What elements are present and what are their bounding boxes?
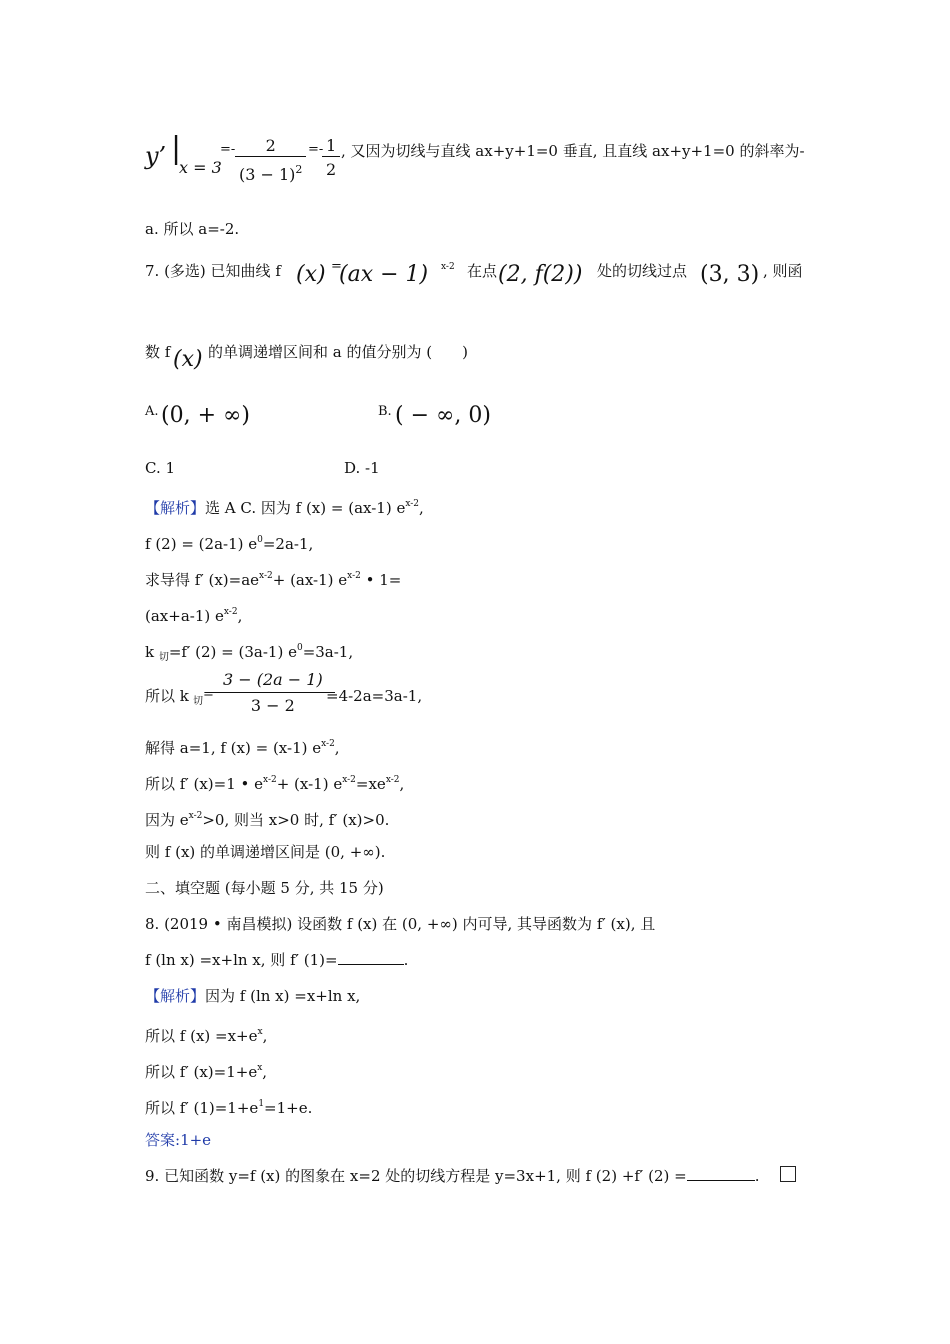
analysis7-l2-end: =2a-1,: [262, 535, 314, 553]
analysis7-l4: [145, 602, 242, 626]
half-fraction: [322, 136, 340, 183]
q7-prefix: 7. (多选) 已知曲线 f: [145, 262, 281, 280]
analysis7-l6-end: =4-2a=3a-1,: [326, 687, 423, 705]
analysis8-l3-exp: x: [257, 1063, 263, 1073]
analysis7-l8: [145, 770, 404, 794]
q7-exp: x-2: [441, 262, 455, 272]
q8-l2-text: f (ln x) =x+ln x, 则 f′ (1)=: [145, 951, 338, 969]
fraction-denominator-base: (3 − 1): [239, 165, 296, 184]
analysis8-tag: 【解析】: [145, 987, 206, 1005]
q8-answer-blank[interactable]: [338, 950, 404, 965]
analysis7-l5-k: k: [145, 643, 159, 661]
analysis7-l4-text: (ax+a-1) e: [145, 607, 224, 625]
analysis7-l4-end: ,: [237, 607, 243, 625]
analysis8-l2-end: ,: [262, 1027, 268, 1045]
analysis8-l3: [145, 1058, 267, 1082]
analysis8-l3-text: 所以 f′ (x)=1+e: [145, 1063, 258, 1081]
line-a: a. 所以 a=-2.: [145, 220, 240, 238]
q7-line2-suffix: 的单调递增区间和 a 的值分别为 ( ): [208, 343, 468, 361]
analysis7-l6-fraction: [211, 668, 335, 719]
evaluation-bar: |: [171, 131, 182, 166]
analysis7-l5-sub: 切: [158, 652, 169, 663]
analysis7-l5-exp: 0: [296, 643, 303, 653]
option-b-value: ( − ∞, 0): [395, 403, 491, 428]
analysis8-l4-end: =1+e.: [264, 1099, 313, 1117]
q7-mid: 在点: [467, 262, 498, 280]
fraction-numerator: 2: [235, 136, 306, 157]
eq-minus-1: =-: [220, 142, 236, 157]
analysis7-l3-exp2: x-2: [347, 571, 361, 581]
q9-line: [145, 1166, 759, 1186]
analysis7-l10: 则 f (x) 的单调递增区间是 (0, +∞).: [145, 843, 386, 861]
analysis7-l7-end: ,: [334, 739, 340, 757]
analysis8-l2: [145, 1022, 267, 1046]
analysis7-l6-num: 3 − (2a − 1): [211, 668, 335, 693]
analysis8-l4-text: 所以 f′ (1)=1+e: [145, 1099, 259, 1117]
q9-checkbox[interactable]: [780, 1166, 796, 1182]
analysis7-l3-text: 求导得 f′ (x)=ae: [145, 571, 260, 589]
q8-l2-end: .: [403, 951, 409, 969]
q7-point: (2, f(2)): [498, 262, 583, 287]
analysis7-l8-exp3: x-2: [385, 775, 400, 785]
q9-answer-blank[interactable]: [687, 1166, 755, 1181]
analysis7-l9-text: 因为 e: [145, 811, 189, 829]
analysis7-l8-exp2: x-2: [342, 775, 356, 785]
analysis7-l7-text: 解得 a=1, f (x) = (x-1) e: [145, 739, 322, 757]
q7-suffix: , 则函: [763, 262, 803, 280]
answer8-label: 答案:: [145, 1131, 181, 1149]
analysis7-l3-exp1: x-2: [259, 571, 273, 581]
analysis7-l5-end: =3a-1,: [302, 643, 354, 661]
analysis7-l1-exp: x-2: [405, 499, 420, 509]
analysis7-l2: [145, 530, 313, 554]
q7-line2-prefix: 数 f: [145, 343, 171, 361]
q7-point2: (3, 3): [700, 262, 760, 287]
analysis7-l5-text: =f′ (2) = (3a-1) e: [168, 643, 297, 661]
analysis8-l1-text: 因为 f (ln x) =x+ln x,: [205, 987, 361, 1005]
derivative-fraction: [235, 136, 306, 188]
analysis7-l8-exp1: x-2: [263, 775, 277, 785]
q7-expr: (ax − 1): [339, 262, 429, 287]
q7-mid2: 处的切线过点: [597, 262, 688, 280]
option-b-label: B.: [378, 404, 392, 419]
analysis7-l1: [145, 494, 424, 518]
analysis7-l6-sub: 切: [193, 696, 203, 707]
option-a-label: A.: [145, 404, 159, 419]
analysis7-l4-exp: x-2: [223, 607, 238, 617]
fraction-denominator-exp: 2: [295, 163, 303, 176]
analysis8-l4: [145, 1094, 312, 1118]
q7-line2-fx: (x): [173, 347, 203, 372]
analysis7-l9: [145, 806, 389, 830]
analysis7-l7-exp: x-2: [321, 739, 335, 749]
fraction-denominator: [235, 157, 306, 188]
analysis8-l4-exp: 1: [258, 1099, 265, 1109]
analysis7-l2-text: f (2) = (2a-1) e: [145, 535, 258, 553]
analysis7-l8-text: 所以 f′ (x)=1 • e: [145, 775, 264, 793]
option-c-label: C. 1: [145, 459, 176, 477]
q8-l1: 8. (2019 • 南昌模拟) 设函数 f (x) 在 (0, +∞) 内可导, 其导函数为 f′ (x), 且: [145, 915, 656, 933]
analysis7-l1-text: 选 A C. 因为 f (x) = (ax-1) e: [205, 499, 406, 517]
analysis7-l5: [145, 638, 353, 668]
analysis7-l7: [145, 734, 340, 758]
half-denominator: 2: [326, 160, 337, 179]
section-2-heading: 二、填空题 (每小题 5 分, 共 15 分): [145, 879, 384, 897]
analysis8-l3-end: ,: [262, 1063, 268, 1081]
answer8: [145, 1130, 211, 1150]
eq-minus-2: =-: [308, 142, 324, 157]
analysis7-l9-exp: x-2: [188, 811, 203, 821]
analysis8-l1: [145, 986, 360, 1006]
analysis7-l2-exp: 0: [257, 535, 263, 545]
analysis8-l2-text: 所以 f (x) =x+e: [145, 1027, 258, 1045]
q7-eq: =: [331, 259, 342, 274]
analysis7-l6-den: 3 − 2: [250, 696, 295, 715]
analysis7-l6-prefix: 所以 k: [145, 687, 189, 705]
analysis7-l8-mid2: =xe: [355, 775, 386, 793]
analysis7-l6-eq: =: [203, 687, 214, 702]
half-numerator: 1: [322, 136, 340, 157]
y-prime: y’: [145, 142, 167, 170]
analysis7-l3-mid: + (ax-1) e: [272, 571, 348, 589]
analysis8-l2-exp: x: [257, 1027, 263, 1037]
analysis7-l1-end: ,: [419, 499, 424, 517]
option-a-value: (0, + ∞): [161, 403, 250, 428]
analysis7-l9-end: >0, 则当 x>0 时, f′ (x)>0.: [202, 811, 390, 829]
q9-text: 9. 已知函数 y=f (x) 的图象在 x=2 处的切线方程是 y=3x+1, 则 f (2) +f′ (2) =: [145, 1167, 687, 1185]
analysis7-l8-mid: + (x-1) e: [276, 775, 343, 793]
evaluation-subscript: x = 3: [179, 158, 222, 177]
q8-l2: [145, 950, 408, 970]
q7-fx: (x): [296, 262, 326, 287]
answer8-value: 1+e: [180, 1131, 212, 1149]
analysis7-l3: [145, 566, 401, 590]
q9-end: .: [754, 1167, 760, 1185]
option-d-label: D. -1: [344, 459, 380, 477]
analysis7-l8-end: ,: [399, 775, 405, 793]
analysis7-l3-end: • 1=: [360, 571, 402, 589]
top-formula-text: , 又因为切线与直线 ax+y+1=0 垂直, 且直线 ax+y+1=0 的斜率为-: [341, 142, 805, 160]
analysis7-tag: 【解析】: [145, 499, 206, 517]
